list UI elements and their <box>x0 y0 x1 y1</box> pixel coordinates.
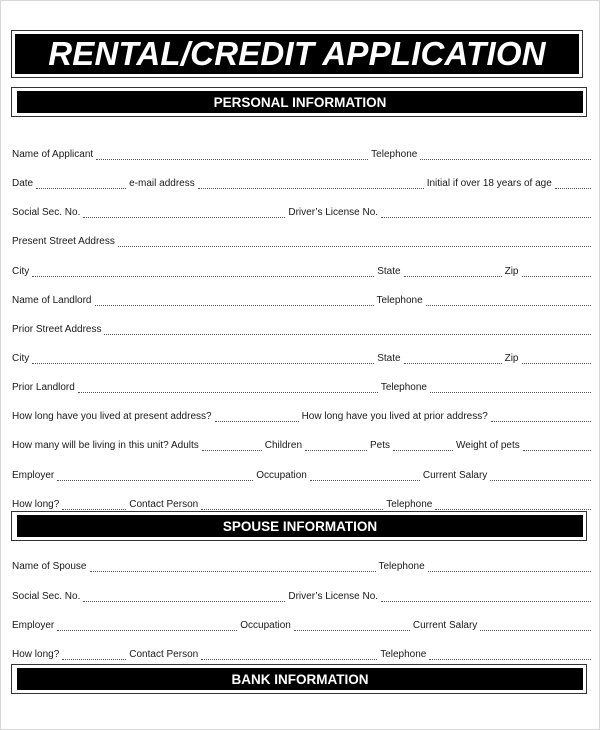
title-frame <box>11 30 583 78</box>
spouse-drivers-license-label: Driver’s License No. <box>288 591 379 602</box>
prior-zip-label: Zip <box>504 353 519 364</box>
initial-18-field[interactable] <box>555 179 591 189</box>
spouse-name-field[interactable] <box>90 562 376 572</box>
spouse-ssn-label: Social Sec. No. <box>12 591 81 602</box>
salary-field[interactable] <box>490 471 591 481</box>
zip-label: Zip <box>504 266 519 277</box>
occupation-field[interactable] <box>310 471 420 481</box>
date-field[interactable] <box>36 179 126 189</box>
form-title: RENTAL/CREDIT APPLICATION <box>48 35 546 72</box>
spouse-contact-telephone-field[interactable] <box>429 650 591 660</box>
spouse-salary-field[interactable] <box>480 621 591 631</box>
contact-telephone-field[interactable] <box>435 500 591 510</box>
prior-zip-field[interactable] <box>522 354 592 364</box>
prior-landlord-telephone-field[interactable] <box>430 383 591 393</box>
row-applicant <box>12 145 591 161</box>
city-field[interactable] <box>32 267 374 277</box>
ssn-field[interactable] <box>83 208 285 218</box>
row-occupants <box>12 436 591 452</box>
section-spouse-frame <box>11 511 587 541</box>
row-date-email <box>12 174 591 190</box>
spouse-salary-label: Current Salary <box>412 620 478 631</box>
row-spouse-employer <box>12 616 591 632</box>
children-label: Children <box>264 440 303 451</box>
contact-telephone-label: Telephone <box>386 499 433 510</box>
row-spouse-how-long <box>12 645 591 661</box>
spouse-how-long-field[interactable] <box>62 650 126 660</box>
section-bank-frame <box>11 664 587 694</box>
applicant-name-field[interactable] <box>96 150 368 160</box>
contact-label: Contact Person <box>129 499 199 510</box>
landlord-field[interactable] <box>95 296 374 306</box>
spouse-contact-field[interactable] <box>201 650 377 660</box>
row-landlord <box>12 291 591 307</box>
email-label: e-mail address <box>129 178 195 189</box>
weight-pets-field[interactable] <box>523 441 591 451</box>
zip-field[interactable] <box>522 267 592 277</box>
row-how-long <box>12 495 591 511</box>
row-spouse-ssn <box>12 587 591 603</box>
telephone-label: Telephone <box>371 149 418 160</box>
employer-label: Employer <box>12 470 55 481</box>
prior-city-field[interactable] <box>32 354 374 364</box>
lived-prior-label: How long have you lived at prior address? <box>301 411 488 422</box>
ssn-label: Social Sec. No. <box>12 207 81 218</box>
spouse-telephone-label: Telephone <box>378 561 425 572</box>
salary-label: Current Salary <box>422 470 488 481</box>
pets-field[interactable] <box>393 441 453 451</box>
weight-pets-label: Weight of pets <box>456 440 520 451</box>
present-address-label: Present Street Address <box>12 236 115 247</box>
row-city <box>12 262 591 278</box>
prior-city-label: City <box>12 353 30 364</box>
row-present-address <box>12 232 591 248</box>
drivers-license-label: Driver’s License No. <box>288 207 379 218</box>
section-bank-title: BANK INFORMATION <box>231 671 369 687</box>
row-spouse-name <box>12 557 591 573</box>
contact-field[interactable] <box>201 500 383 510</box>
applicant-name-label: Name of Applicant <box>12 149 94 160</box>
spouse-telephone-field[interactable] <box>428 562 591 572</box>
landlord-telephone-field[interactable] <box>426 296 591 306</box>
row-ssn <box>12 203 591 219</box>
spouse-contact-label: Contact Person <box>129 649 199 660</box>
section-personal-title: PERSONAL INFORMATION <box>213 94 387 110</box>
city-label: City <box>12 266 30 277</box>
spouse-employer-field[interactable] <box>57 621 237 631</box>
how-long-field[interactable] <box>62 500 126 510</box>
lived-prior-field[interactable] <box>491 412 591 422</box>
landlord-telephone-label: Telephone <box>376 295 423 306</box>
title-bar <box>15 34 579 74</box>
present-address-field[interactable] <box>118 237 591 247</box>
landlord-label: Name of Landlord <box>12 295 92 306</box>
spouse-occupation-field[interactable] <box>294 621 410 631</box>
pets-label: Pets <box>370 440 391 451</box>
section-bank-bar <box>17 668 583 690</box>
spouse-name-label: Name of Spouse <box>12 561 87 572</box>
drivers-license-field[interactable] <box>381 208 591 218</box>
spouse-employer-label: Employer <box>12 620 55 631</box>
spouse-drivers-license-field[interactable] <box>381 592 591 602</box>
section-spouse-bar <box>17 515 583 537</box>
prior-address-label: Prior Street Address <box>12 324 102 335</box>
prior-address-field[interactable] <box>104 325 591 335</box>
prior-landlord-label: Prior Landlord <box>12 382 75 393</box>
row-prior-landlord <box>12 378 591 394</box>
prior-state-field[interactable] <box>404 354 502 364</box>
row-prior-city <box>12 349 591 365</box>
lived-present-label: How long have you lived at present address? <box>12 411 212 422</box>
telephone-field[interactable] <box>420 150 591 160</box>
section-personal-bar <box>17 91 583 113</box>
lived-present-field[interactable] <box>215 412 299 422</box>
row-prior-address <box>12 320 591 336</box>
initial-18-label: Initial if over 18 years of age <box>426 178 552 189</box>
children-field[interactable] <box>305 441 367 451</box>
state-label: State <box>377 266 401 277</box>
adults-field[interactable] <box>202 441 262 451</box>
how-long-label: How long? <box>12 499 60 510</box>
prior-landlord-field[interactable] <box>78 383 378 393</box>
state-field[interactable] <box>404 267 502 277</box>
section-spouse-title: SPOUSE INFORMATION <box>222 518 378 534</box>
adults-label: How many will be living in this unit? Adults <box>12 440 199 451</box>
spouse-ssn-field[interactable] <box>83 592 285 602</box>
spouse-contact-telephone-label: Telephone <box>380 649 427 660</box>
row-lived <box>12 407 591 423</box>
prior-landlord-telephone-label: Telephone <box>380 382 427 393</box>
row-employer <box>12 466 591 482</box>
occupation-label: Occupation <box>256 470 307 481</box>
prior-state-label: State <box>377 353 401 364</box>
spouse-how-long-label: How long? <box>12 649 60 660</box>
section-personal-frame <box>11 87 587 117</box>
email-field[interactable] <box>198 179 424 189</box>
date-label: Date <box>12 178 34 189</box>
employer-field[interactable] <box>57 471 253 481</box>
spouse-occupation-label: Occupation <box>240 620 291 631</box>
